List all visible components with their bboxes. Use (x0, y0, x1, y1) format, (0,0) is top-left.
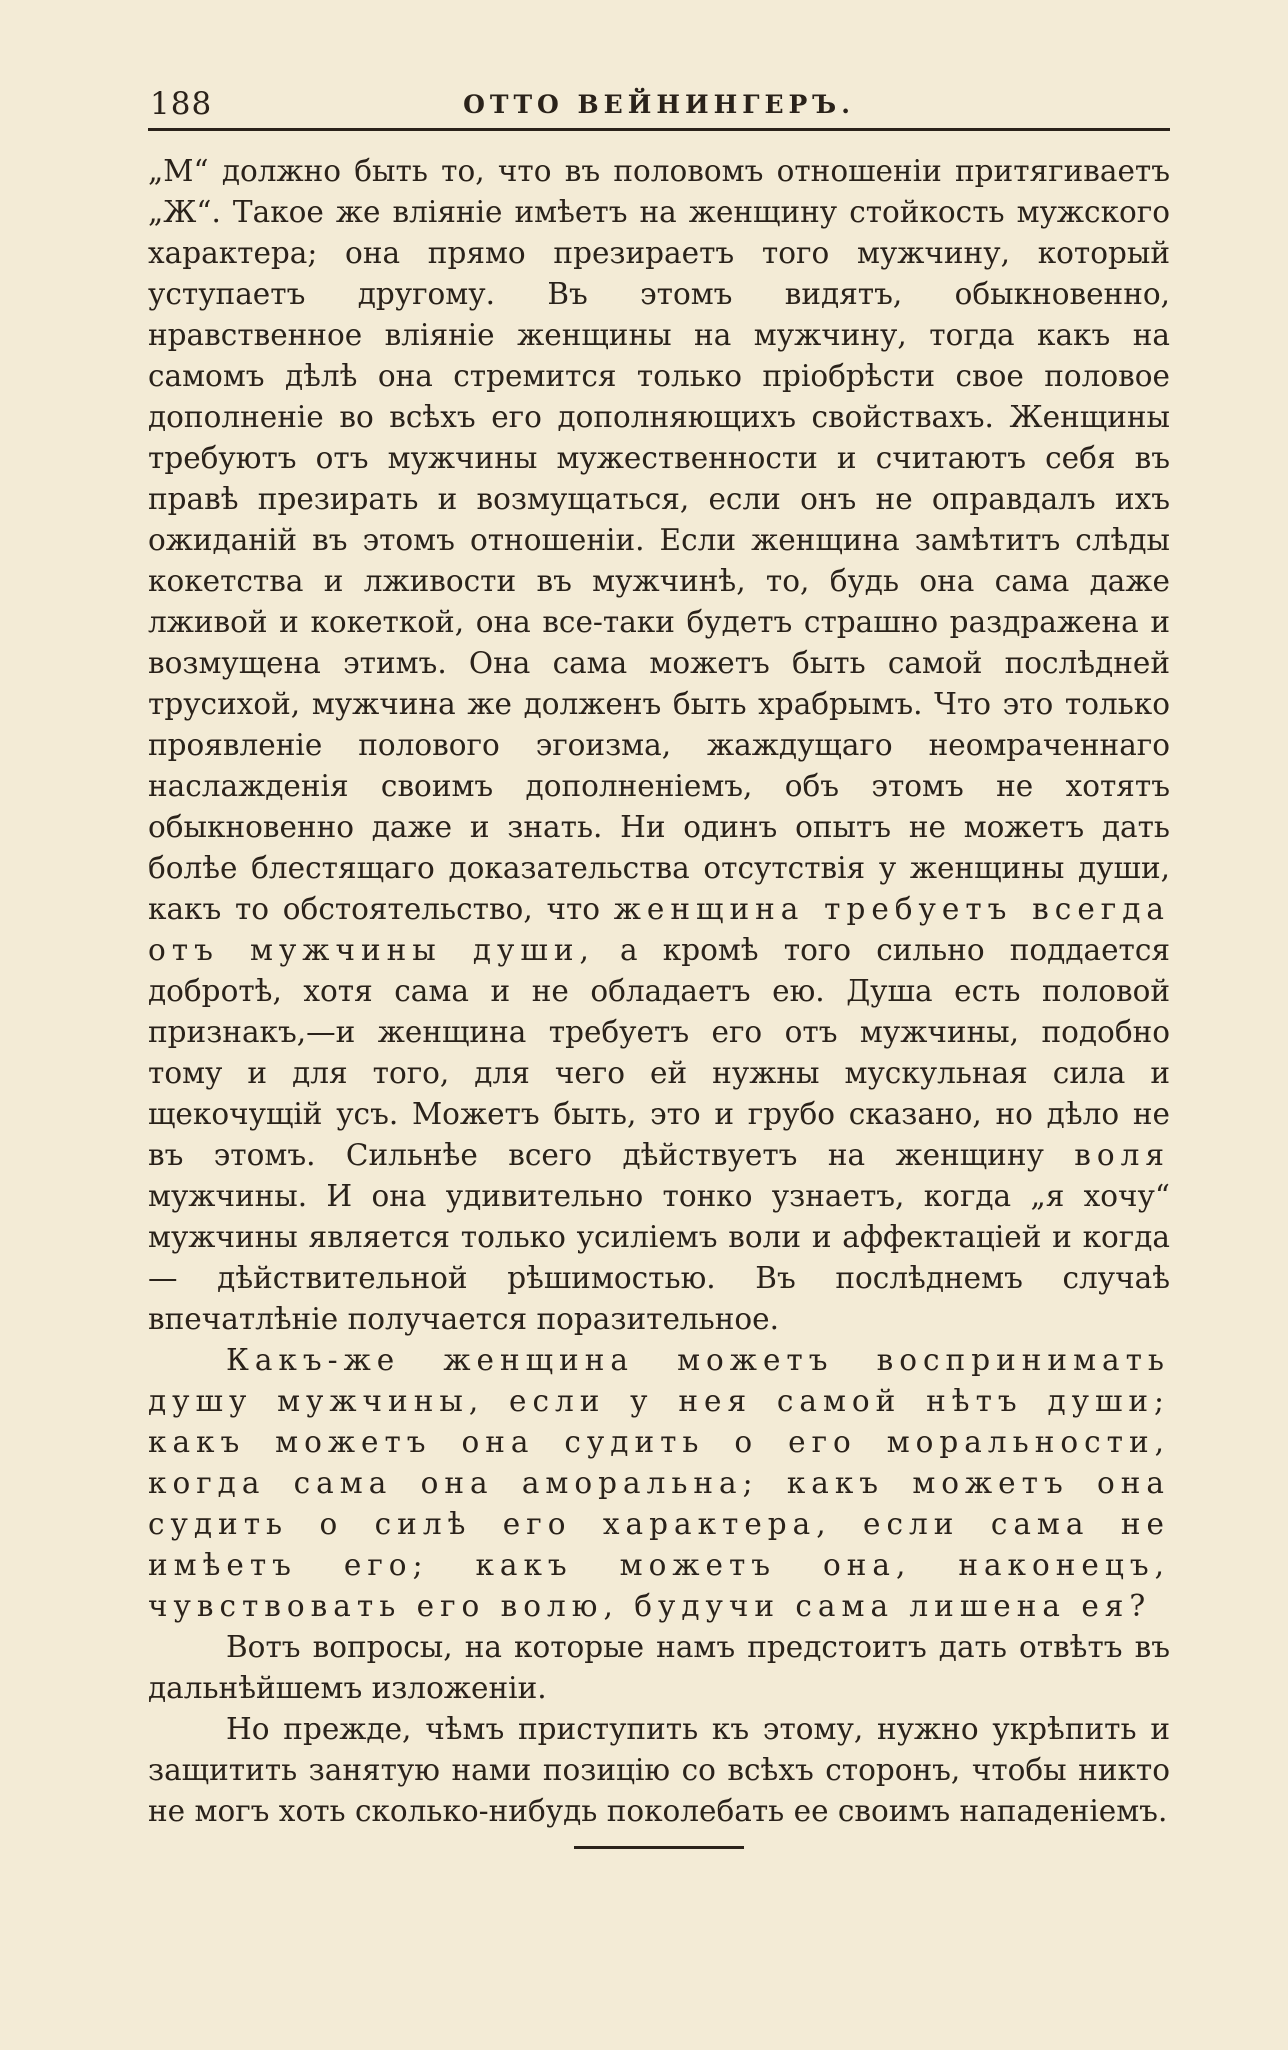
emphasis-spaced-1: женщина требуетъ всегда отъ мужчины души, (148, 892, 1170, 967)
page-header (148, 84, 1170, 131)
page-number: 188 (150, 86, 213, 122)
paragraph-1-text-a: „М“ должно быть то, что въ половомъ отношенiи притягиваетъ „Ж“. Такое же влiянiе имѣетъ на женщину стойкость мужского характера; она прямо презираетъ того мужчину, который уступаетъ другому. Въ этомъ видятъ, обыкновенно, нравственное влiянiе женщины на мужчину, тогда какъ на самомъ дѣлѣ она стремится только прiобрѣсти свое половое дополненiе во всѣхъ его дополняющихъ свойствахъ. Женщины требуютъ отъ мужчины мужественности и считаютъ себя въ правѣ презирать и возмущаться, если онъ не оправдалъ ихъ ожиданiй въ этомъ отношенiи. Если женщина замѣтитъ слѣды кокетства и лживости въ мужчинѣ, то, будь она сама даже лживой и кокеткой, она все-таки будетъ страшно раздражена и возмущена этимъ. Она сама можетъ быть самой послѣдней трусихой, мужчина же долженъ быть храбрымъ. Что это только проявленiе полового эгоизма, жаждущаго неомраченнаго наслажденiя своимъ дополненiемъ, объ этомъ не хотятъ обыкновенно даже и знать. Ни одинъ опытъ не можетъ дать болѣе блестящаго доказательства отсутствiя у женщины души, какъ то обстоятельство, что (148, 154, 1170, 926)
paragraph-1-text-c: а кромѣ того сильно поддается добротѣ, хотя сама и не обладаетъ ею. Душа есть половой признакъ,—и женщина требуетъ его отъ мужчины, подобно тому и для того, для чего ей нужны мускульная сила и щекочущiй усъ. Можетъ быть, это и грубо сказано, но дѣло не въ этомъ. Сильнѣе всего дѣйствуетъ на женщину (148, 933, 1170, 1172)
running-head: ОТТО ВЕЙНИНГЕРЪ. (463, 90, 855, 119)
paragraph-1 (148, 151, 1170, 1340)
paragraph-1-text-e: мужчины. И она удивительно тонко узнаетъ, когда „я хочу“ мужчины является только усилiемъ воли и аффектацiей и когда — дѣйствительной рѣшимостью. Въ послѣднемъ случаѣ впечатлѣнiе получается поразительное. (148, 1179, 1170, 1336)
page-body (148, 151, 1170, 1849)
paragraph-2: Какъ-же женщина можетъ воспринимать душу мужчины, если у нея самой нѣтъ души; какъ можетъ она судить о его моральности, когда сама она аморальна; какъ можетъ она судить о силѣ его характера, если сама не имѣетъ его; какъ можетъ она, наконецъ, чувствовать его волю, будучи сама лишена ея? (148, 1343, 1170, 1623)
emphasis-spaced-2: воля (1074, 1138, 1170, 1172)
paragraph-3: Вотъ вопросы, на которые намъ предстоитъ дать отвѣтъ въ дальнѣйшемъ изложенiи. (148, 1630, 1170, 1705)
end-rule (574, 1846, 744, 1849)
paragraph-4: Но прежде, чѣмъ приступить къ этому, нужно укрѣпить и защитить занятую нами позицiю со всѣхъ сторонъ, чтобы никто не могъ хоть сколько-нибудь поколебать ее своимъ нападенiемъ. (148, 1712, 1170, 1828)
book-page (148, 84, 1170, 1984)
